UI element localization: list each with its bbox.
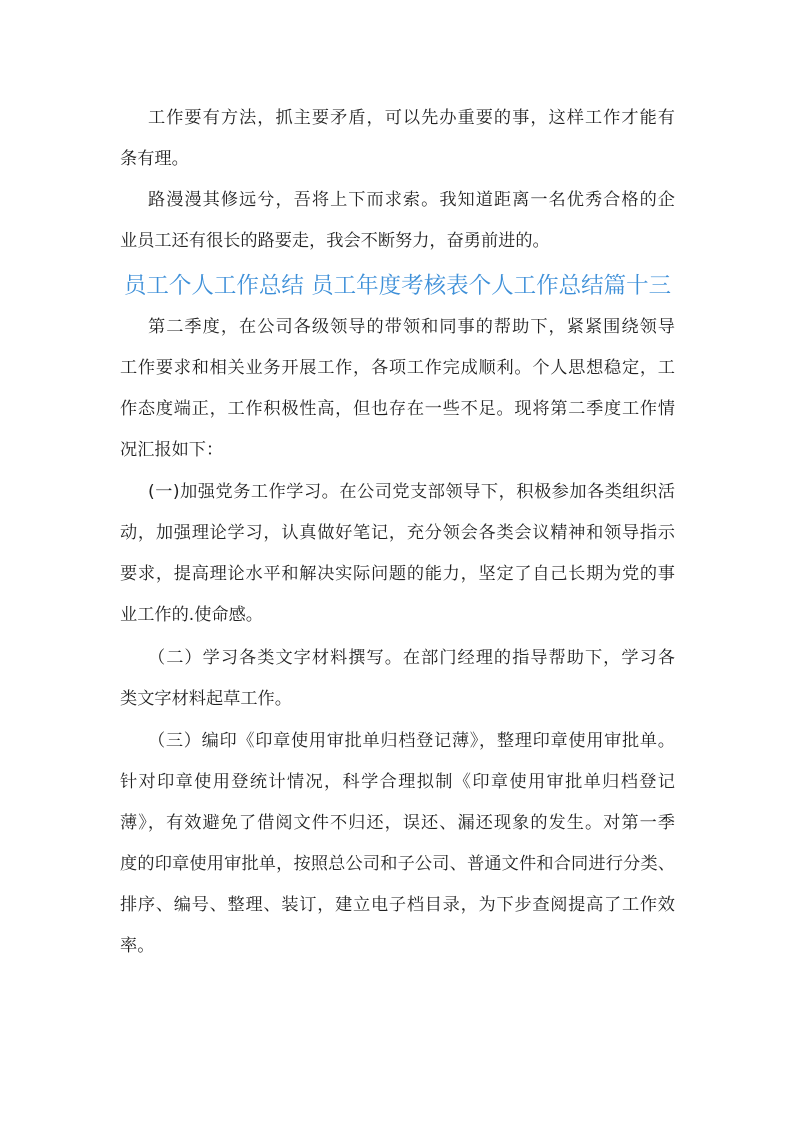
text-line: 业员工还有很长的路要走，我会不断努力，奋勇前进的。 <box>120 231 550 251</box>
paragraph-item-2 <box>120 638 675 720</box>
text-line: 工作要有方法，抓主要矛盾，可以先办重要的事，这样工作才能有 <box>148 108 675 128</box>
text-line: 路漫漫其修远兮，吾将上下而求索。我知道距离一名优秀合格的企 <box>148 190 675 210</box>
paragraph-summary <box>120 307 675 471</box>
text-line: (一)加强党务工作学习。在公司党支部领导下，积极参加各类组织活 <box>148 482 675 502</box>
paragraph-intro-2 <box>120 180 675 262</box>
section-heading: 员工个人工作总结 员工年度考核表个人工作总结篇十三 <box>123 273 672 299</box>
text-line: 排序、编号、整理、装订，建立电子档目录，为下步查阅提高了工作效 <box>120 895 675 915</box>
text-line: 业工作的.使命感。 <box>120 605 263 625</box>
text-line: 况汇报如下： <box>120 440 224 460</box>
text-line: 条有理。 <box>120 149 189 169</box>
paragraph-item-3 <box>120 721 675 967</box>
text-line: 作态度端正，工作积极性高，但也存在一些不足。现将第二季度工作情 <box>120 399 675 419</box>
text-line: （三）编印《印章使用审批单归档登记薄》，整理印章使用审批单。 <box>148 731 675 751</box>
text-line: 薄》，有效避免了借阅文件不归还，误还、漏还现象的发生。对第一季 <box>120 813 675 833</box>
text-line: 针对印章使用登统计情况，科学合理拟制《印章使用审批单归档登记 <box>120 772 675 792</box>
text-line: 第二季度，在公司各级领导的带领和同事的帮助下，紧紧围绕领导 <box>148 317 675 337</box>
text-line: 工作要求和相关业务开展工作，各项工作完成顺利。个人思想稳定，工 <box>120 358 675 378</box>
text-line: 率。 <box>120 936 155 956</box>
text-line: 要求，提高理论水平和解决实际问题的能力，坚定了自己长期为党的事 <box>120 564 675 584</box>
paragraph-intro-1 <box>120 98 675 180</box>
paragraph-item-1 <box>120 472 675 636</box>
text-line: （二）学习各类文字材料撰写。在部门经理的指导帮助下，学习各 <box>148 648 675 668</box>
text-line: 类文字材料起草工作。 <box>120 689 292 709</box>
text-line: 度的印章使用审批单，按照总公司和子公司、普通文件和合同进行分类、 <box>120 854 675 874</box>
text-line: 动，加强理论学习，认真做好笔记，充分领会各类会议精神和领导指示 <box>120 523 675 543</box>
